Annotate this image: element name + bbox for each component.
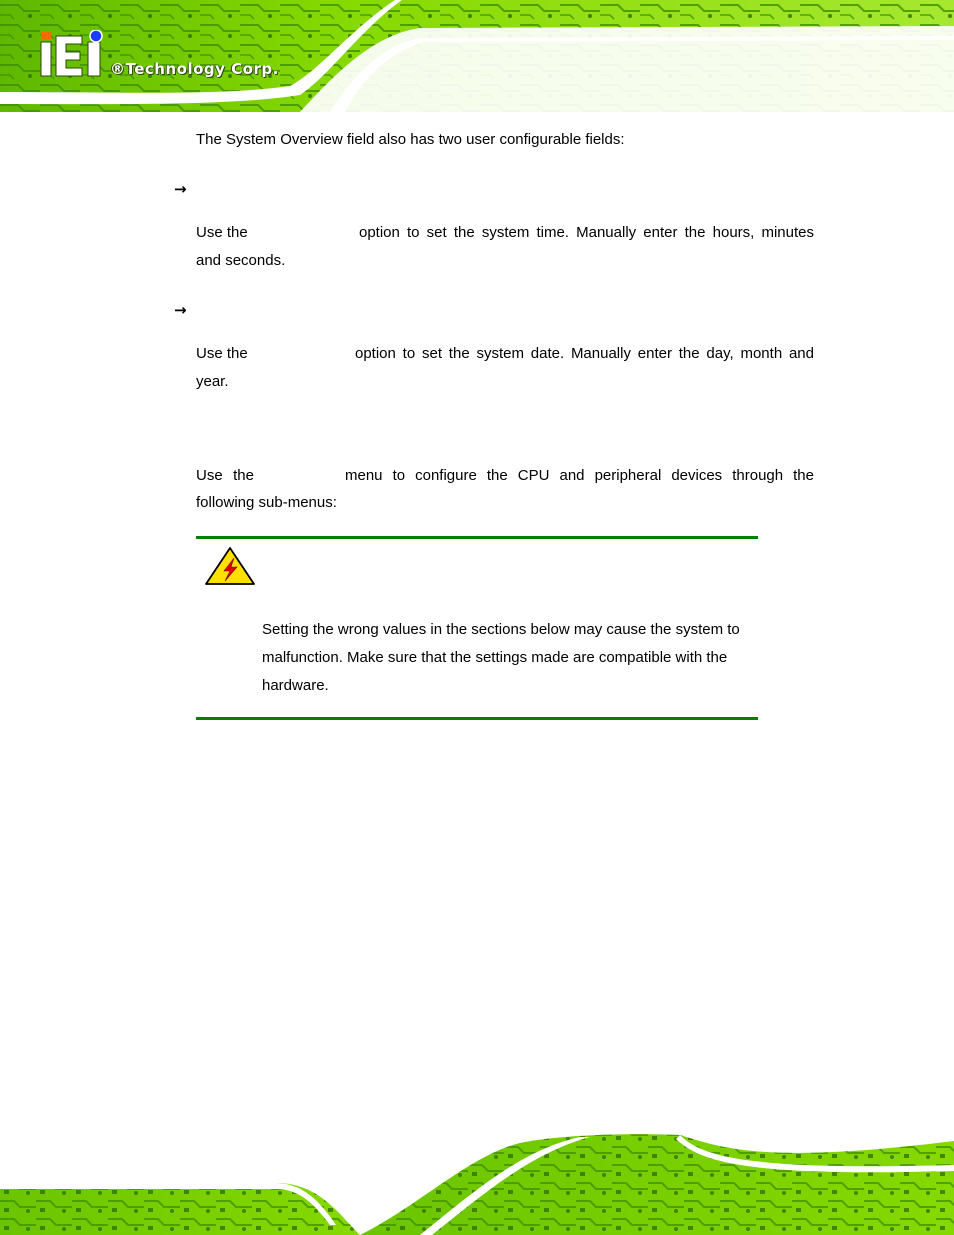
time-para-end: and seconds. (196, 252, 286, 269)
warning-bottom-rule (196, 717, 758, 720)
footer-banner (0, 1125, 954, 1235)
time-para-lead: Use the (196, 224, 248, 241)
arrow-bullet-icon: → (174, 301, 187, 319)
warning-lightning-icon (204, 546, 256, 586)
iei-logo-icon (38, 30, 108, 82)
menu-para-end: following sub-menus: (196, 494, 337, 511)
arrow-bullet-icon: → (174, 180, 187, 198)
menu-para-lead: Use the (196, 467, 254, 484)
warning-top-rule (196, 536, 758, 539)
company-logo-text: ®Technology Corp. (110, 60, 279, 78)
time-para-rest: option to set the system time. Manually enter the hours, minutes (359, 224, 814, 241)
date-para-lead: Use the (196, 345, 248, 362)
warning-message: Setting the wrong values in the sections below may cause the system to malfunction. Make sure that the settings made are compatible with the hardware. (262, 621, 740, 694)
intro-text: The System Overview field also has two user configurable fields: (196, 131, 625, 148)
date-para-rest: option to set the system date. Manually enter the day, month and (355, 345, 814, 362)
header-banner (0, 0, 954, 112)
date-para-end: year. (196, 373, 229, 390)
menu-para-rest: menu to configure the CPU and peripheral devices through the (345, 467, 814, 484)
